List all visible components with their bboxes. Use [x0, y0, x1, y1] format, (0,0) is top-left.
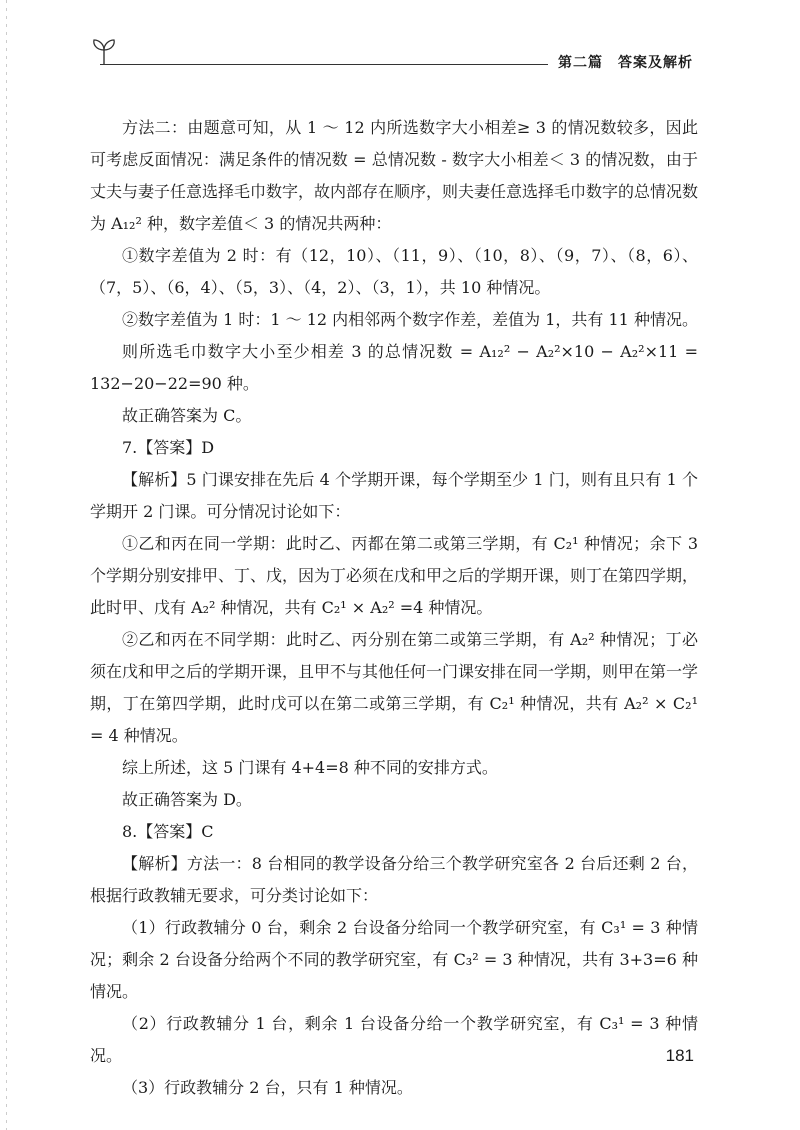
page-number: 181	[665, 1046, 694, 1065]
paragraph-answer-c: 故正确答案为 C。	[122, 406, 252, 425]
leaf-icon	[90, 36, 118, 66]
paragraph-diff-one: ②数字差值为 1 时：1 ～ 12 内相邻两个数字作差，差值为 1，共有 11 种情况。	[122, 310, 698, 329]
running-header: 第二篇 答案及解析	[558, 55, 693, 71]
question-7-analysis: 【解析】5 门课安排在先后 4 个学期开课，每个学期至少 1 门，则有且只有 1 个学期开 2 门课。可分情况讨论如下：	[90, 470, 698, 521]
question-7-final-answer: 故正确答案为 D。	[122, 790, 252, 809]
header-rule	[100, 64, 548, 65]
paragraph-diff-two: ①数字差值为 2 时：有（12，10）、（11，9）、（10，8）、（9，7）、（8，6）、（7，5）、（6，4）、（5，3）、（4，2）、（3，1），共 10 种情况。	[90, 246, 698, 297]
question-7-summary: 综上所述，这 5 门课有 4+4=8 种不同的安排方式。	[122, 758, 498, 777]
question-7-answer: 7.【答案】D	[122, 438, 215, 457]
question-8-case-two: （2）行政教辅分 1 台，剩余 1 台设备分给一个教学研究室，有 C₃¹ = 3 种情况。	[90, 1014, 698, 1065]
question-7-case-two: ②乙和丙在不同学期：此时乙、丙分别在第二或第三学期，有 A₂² 种情况；丁必须在戊和甲之后的学期开课，且甲不与其他任何一门课安排在同一学期，则甲在第一学期，丁在第四学期，此时戊可以在第二或第三学期，有 C₂¹ 种情况，共有 A₂² × C₂¹ = 4 种情况。	[90, 630, 699, 745]
question-8-case-three: （3）行政教辅分 2 台，只有 1 种情况。	[122, 1078, 413, 1097]
question-8-case-one: （1）行政教辅分 0 台，剩余 2 台设备分给同一个教学研究室，有 C₃¹ = 3 种情况；剩余 2 台设备分给两个不同的教学研究室，有 C₃² = 3 种情况，共有 3+3=6 种情况。	[90, 918, 698, 1001]
question-8-answer: 8.【答案】C	[122, 822, 214, 841]
paragraph-method-two: 方法二：由题意可知，从 1 ～ 12 内所选数字大小相差≥ 3 的情况数较多，因此可考虑反面情况：满足条件的情况数 = 总情况数 - 数字大小相差＜ 3 的情况数，由于丈夫与妻子任意选择毛巾数字，故内部存在顺序，则夫妻任意选择毛巾数字的总情况数为 A₁₂² 种，数字差值＜ 3 的情况共两种：	[90, 118, 699, 233]
paragraph-total: 则所选毛巾数字大小至少相差 3 的总情况数 = A₁₂² − A₂²×10 − A₂²×11 = 132−20−22=90 种。	[90, 342, 698, 393]
question-8-analysis: 【解析】方法一：8 台相同的教学设备分给三个教学研究室各 2 台后还剩 2 台，根据行政教辅无要求，可分类讨论如下：	[90, 854, 698, 905]
page-body	[90, 112, 698, 1104]
question-7-case-one: ①乙和丙在同一学期：此时乙、丙都在第二或第三学期，有 C₂¹ 种情况；余下 3 个学期分别安排甲、丁、戊，因为丁必须在戊和甲之后的学期开课，则丁在第四学期，此时甲、戊有 A₂² 种情况，共有 C₂¹ × A₂² =4 种情况。	[90, 534, 699, 617]
page-edge-marks	[6, 0, 7, 1130]
